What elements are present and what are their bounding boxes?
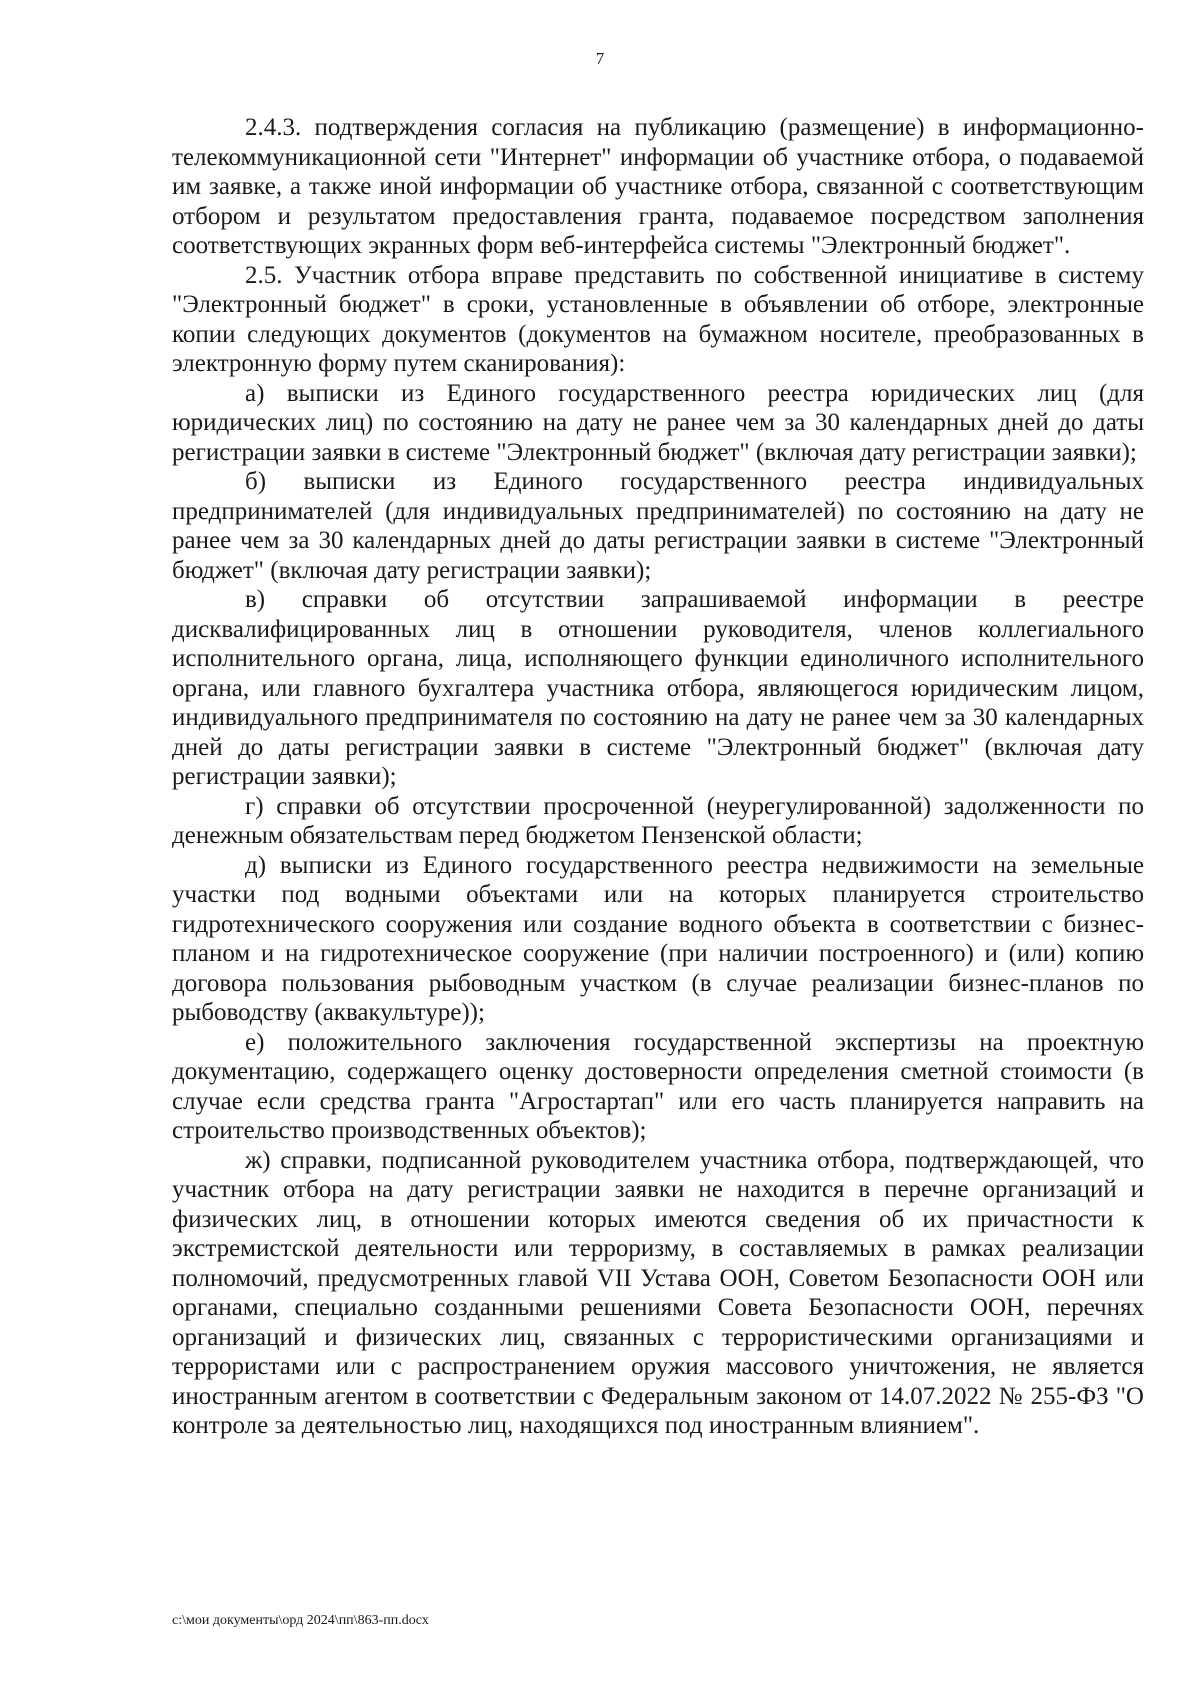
list-item-d: д) выписки из Единого государственного реестра недвижимости на земельные участки под водными объектами или на которых планируется строительство гидротехнического сооружения или создание водного объекта в соответствии с бизнес-планом и на гидротехническое сооружение (при наличии построенного) и (или) копию договора пользования рыбоводным участком (в случае реализации бизнес-планов по рыбоводству (аквакультуре)); <box>172 851 1144 1026</box>
list-item-zh: ж) справки, подписанной руководителем участника отбора, подтверждающей, что участник отбора на дату регистрации заявки не находится в перечне организаций и физических лиц, в отношении которых имеются сведения об их причастности к экстремистской деятельности или терроризму, в составляемых в рамках реализации полномочий, предусмотренных главой VII Устава ООН, Советом Безопасности ООН или органами, специально созданными решениями Совета Безопасности ООН, перечнях организаций и физических лиц, связанных с террористическими организациями и террористами или с распространением оружия массового уничтожения, не является иностранным агентом в соответствии с Федеральным законом от 14.07.2022 № 255-ФЗ "О контроле за деятельностью лиц, находящихся под иностранным влиянием". <box>172 1146 1144 1439</box>
paragraph-2-5: 2.5. Участник отбора вправе представить по собственной инициативе в систему "Электронный бюджет" в сроки, установленные в объявлении об отборе, электронные копии следующих документов (документов на бумажном носителе, преобразованных в электронную форму путем сканирования): <box>172 261 1144 377</box>
paragraph-2-4-3: 2.4.3. подтверждения согласия на публикацию (размещение) в информационно-телекоммуникационной сети "Интернет" информации об участнике отбора, о подаваемой им заявке, а также иной информации об участнике отбора, связанной с соответствующим отбором и результатом предоставления гранта, подаваемое посредством заполнения соответствующих экранных форм веб-интерфейса системы "Электронный бюджет". <box>172 114 1144 259</box>
list-item-a: а) выписки из Единого государственного реестра юридических лиц (для юридических лиц) по состоянию на дату не ранее чем за 30 календарных дней до даты регистрации заявки в системе "Электронный бюджет" (включая дату регистрации заявки); <box>172 379 1144 466</box>
list-item-e: е) положительного заключения государственной экспертизы на проектную документацию, содержащего оценку достоверности определения сметной стоимости (в случае если средства гранта "Агростартап" или его часть планируется направить на строительство производственных объектов); <box>172 1028 1144 1144</box>
file-path-footer: с:\мои документы\орд 2024\пп\863-пп.docx <box>172 1613 429 1628</box>
list-item-g: г) справки об отсутствии просроченной (неурегулированной) задолженности по денежным обязательствам перед бюджетом Пензенской области; <box>172 792 1144 849</box>
list-item-v: в) справки об отсутствии запрашиваемой информации в реестре дисквалифицированных лиц в отношении руководителя, членов коллегиального исполнительного органа, лица, исполняющего функции единоличного исполнительного органа, или главного бухгалтера участника отбора, являющегося юридическим лицом, индивидуального предпринимателя по состоянию на дату не ранее чем за 30 календарных дней до даты регистрации заявки в системе "Электронный бюджет" (включая дату регистрации заявки); <box>172 586 1144 790</box>
list-item-b: б) выписки из Единого государственного реестра индивидуальных предпринимателей (для индивидуальных предпринимателей) по состоянию на дату не ранее чем за 30 календарных дней до даты регистрации заявки в системе "Электронный бюджет" (включая дату регистрации заявки); <box>172 468 1144 584</box>
page-number: 7 <box>595 49 605 68</box>
document-body <box>172 113 1144 1441</box>
